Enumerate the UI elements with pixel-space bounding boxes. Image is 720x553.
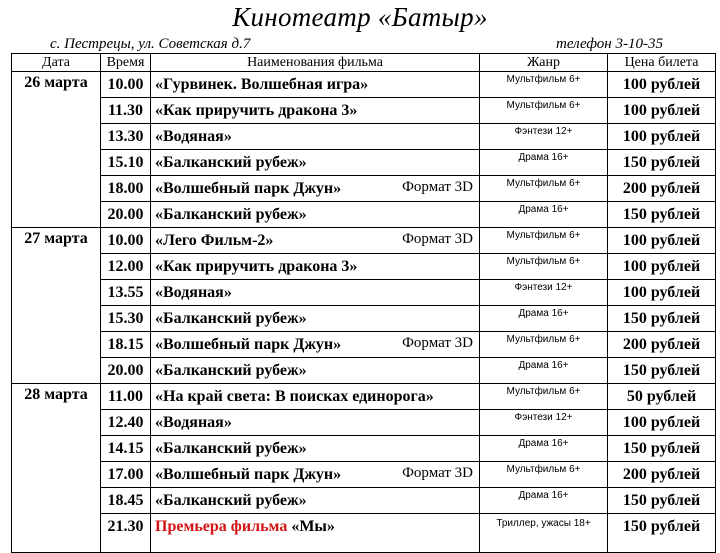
genre-cell: Мультфильм 6+ bbox=[480, 72, 608, 98]
price-cell: 200 рублей bbox=[608, 176, 716, 202]
table-row bbox=[12, 514, 716, 553]
time-cell: 10.00 bbox=[101, 72, 151, 98]
genre-cell: Драма 16+ bbox=[480, 488, 608, 514]
genre-cell: Мультфильм 6+ bbox=[480, 176, 608, 202]
price-cell: 150 рублей bbox=[608, 436, 716, 462]
film-cell bbox=[151, 514, 480, 553]
film-cell bbox=[151, 384, 480, 410]
film-title: «Волшебный парк Джун» bbox=[155, 335, 342, 353]
time-cell: 18.15 bbox=[101, 332, 151, 358]
table-row bbox=[12, 228, 716, 254]
film-title: «Балканский рубеж» bbox=[155, 205, 307, 223]
time-cell: 11.00 bbox=[101, 384, 151, 410]
film-cell bbox=[151, 124, 480, 150]
film-title: «Лего Фильм-2» bbox=[155, 231, 274, 249]
genre-cell: Фэнтези 12+ bbox=[480, 410, 608, 436]
time-cell: 20.00 bbox=[101, 358, 151, 384]
price-cell: 150 рублей bbox=[608, 514, 716, 553]
film-title: «Гурвинек. Волшебная игра» bbox=[155, 75, 369, 93]
price-cell: 100 рублей bbox=[608, 72, 716, 98]
film-format: Формат 3D bbox=[402, 465, 473, 481]
price-cell: 50 рублей bbox=[608, 384, 716, 410]
film-title: «Мы» bbox=[291, 518, 335, 535]
film-title: «Как приручить дракона 3» bbox=[155, 257, 358, 275]
film-title: «Балканский рубеж» bbox=[155, 153, 307, 171]
cinema-phone: телефон 3-10-35 bbox=[556, 36, 663, 52]
genre-cell: Триллер, ужасы 18+ bbox=[480, 514, 608, 553]
film-title: «Балканский рубеж» bbox=[155, 491, 307, 509]
film-title: «Балканский рубеж» bbox=[155, 439, 307, 457]
table-row bbox=[12, 254, 716, 280]
genre-cell: Драма 16+ bbox=[480, 150, 608, 176]
genre-cell: Драма 16+ bbox=[480, 306, 608, 332]
time-cell: 15.30 bbox=[101, 306, 151, 332]
table-row bbox=[12, 488, 716, 514]
film-format: Формат 3D bbox=[402, 231, 473, 247]
price-cell: 150 рублей bbox=[608, 488, 716, 514]
time-cell: 10.00 bbox=[101, 228, 151, 254]
price-cell: 100 рублей bbox=[608, 254, 716, 280]
film-cell bbox=[151, 358, 480, 384]
film-cell bbox=[151, 98, 480, 124]
table-row bbox=[12, 358, 716, 384]
film-format: Формат 3D bbox=[402, 335, 473, 351]
genre-cell: Мультфильм 6+ bbox=[480, 332, 608, 358]
premiere-label: Премьера фильма bbox=[155, 518, 288, 535]
film-cell bbox=[151, 254, 480, 280]
film-title: «Как приручить дракона 3» bbox=[155, 101, 358, 119]
schedule-table bbox=[11, 53, 716, 553]
price-cell: 100 рублей bbox=[608, 410, 716, 436]
genre-cell: Мультфильм 6+ bbox=[480, 228, 608, 254]
film-cell bbox=[151, 280, 480, 306]
time-cell: 20.00 bbox=[101, 202, 151, 228]
table-row bbox=[12, 306, 716, 332]
film-title: «Водяная» bbox=[155, 283, 232, 301]
film-title: «Балканский рубеж» bbox=[155, 309, 307, 327]
film-cell bbox=[151, 436, 480, 462]
film-title: «Волшебный парк Джун» bbox=[155, 465, 342, 483]
time-cell: 11.30 bbox=[101, 98, 151, 124]
price-cell: 100 рублей bbox=[608, 228, 716, 254]
column-header-time: Время bbox=[101, 54, 151, 72]
time-cell: 17.00 bbox=[101, 462, 151, 488]
time-cell: 18.00 bbox=[101, 176, 151, 202]
table-row bbox=[12, 72, 716, 98]
table-header-row bbox=[12, 54, 716, 72]
film-title: «Волшебный парк Джун» bbox=[155, 179, 342, 197]
film-format: Формат 3D bbox=[402, 179, 473, 195]
date-cell: 27 марта bbox=[12, 228, 101, 384]
price-cell: 150 рублей bbox=[608, 150, 716, 176]
time-cell: 13.30 bbox=[101, 124, 151, 150]
column-header-price: Цена билета bbox=[608, 54, 716, 72]
cinema-address: с. Пестрецы, ул. Советская д.7 bbox=[50, 36, 251, 52]
film-cell bbox=[151, 72, 480, 98]
price-cell: 100 рублей bbox=[608, 98, 716, 124]
table-row bbox=[12, 410, 716, 436]
price-cell: 100 рублей bbox=[608, 280, 716, 306]
time-cell: 14.15 bbox=[101, 436, 151, 462]
table-row bbox=[12, 98, 716, 124]
film-cell bbox=[151, 332, 480, 358]
film-title: «Водяная» bbox=[155, 127, 232, 145]
time-cell: 12.00 bbox=[101, 254, 151, 280]
genre-cell: Мультфильм 6+ bbox=[480, 462, 608, 488]
table-row bbox=[12, 176, 716, 202]
time-cell: 21.30 bbox=[101, 514, 151, 553]
table-row bbox=[12, 280, 716, 306]
film-cell bbox=[151, 462, 480, 488]
time-cell: 12.40 bbox=[101, 410, 151, 436]
schedule-body bbox=[12, 72, 716, 553]
film-title: «Водяная» bbox=[155, 413, 232, 431]
genre-cell: Мультфильм 6+ bbox=[480, 98, 608, 124]
table-row bbox=[12, 436, 716, 462]
film-title: «Балканский рубеж» bbox=[155, 361, 307, 379]
time-cell: 18.45 bbox=[101, 488, 151, 514]
price-cell: 200 рублей bbox=[608, 462, 716, 488]
price-cell: 200 рублей bbox=[608, 332, 716, 358]
price-cell: 150 рублей bbox=[608, 202, 716, 228]
date-cell: 28 марта bbox=[12, 384, 101, 553]
table-row bbox=[12, 124, 716, 150]
table-row bbox=[12, 150, 716, 176]
genre-cell: Фэнтези 12+ bbox=[480, 280, 608, 306]
genre-cell: Драма 16+ bbox=[480, 358, 608, 384]
date-cell: 26 марта bbox=[12, 72, 101, 228]
column-header-film: Наименования фильма bbox=[151, 54, 480, 72]
film-cell bbox=[151, 488, 480, 514]
genre-cell: Драма 16+ bbox=[480, 436, 608, 462]
genre-cell: Фэнтези 12+ bbox=[480, 124, 608, 150]
table-row bbox=[12, 462, 716, 488]
film-cell bbox=[151, 202, 480, 228]
genre-cell: Мультфильм 6+ bbox=[480, 254, 608, 280]
table-row bbox=[12, 384, 716, 410]
time-cell: 13.55 bbox=[101, 280, 151, 306]
time-cell: 15.10 bbox=[101, 150, 151, 176]
table-row bbox=[12, 332, 716, 358]
film-cell bbox=[151, 150, 480, 176]
film-cell bbox=[151, 306, 480, 332]
price-cell: 150 рублей bbox=[608, 306, 716, 332]
page-title: Кинотеатр «Батыр» bbox=[232, 2, 488, 32]
film-cell bbox=[151, 228, 480, 254]
price-cell: 100 рублей bbox=[608, 124, 716, 150]
genre-cell: Драма 16+ bbox=[480, 202, 608, 228]
film-title: «На край света: В поисках единорога» bbox=[155, 387, 434, 405]
table-row bbox=[12, 202, 716, 228]
price-cell: 150 рублей bbox=[608, 358, 716, 384]
film-cell bbox=[151, 176, 480, 202]
column-header-date: Дата bbox=[12, 54, 101, 72]
film-cell bbox=[151, 410, 480, 436]
genre-cell: Мультфильм 6+ bbox=[480, 384, 608, 410]
column-header-genre: Жанр bbox=[480, 54, 608, 72]
